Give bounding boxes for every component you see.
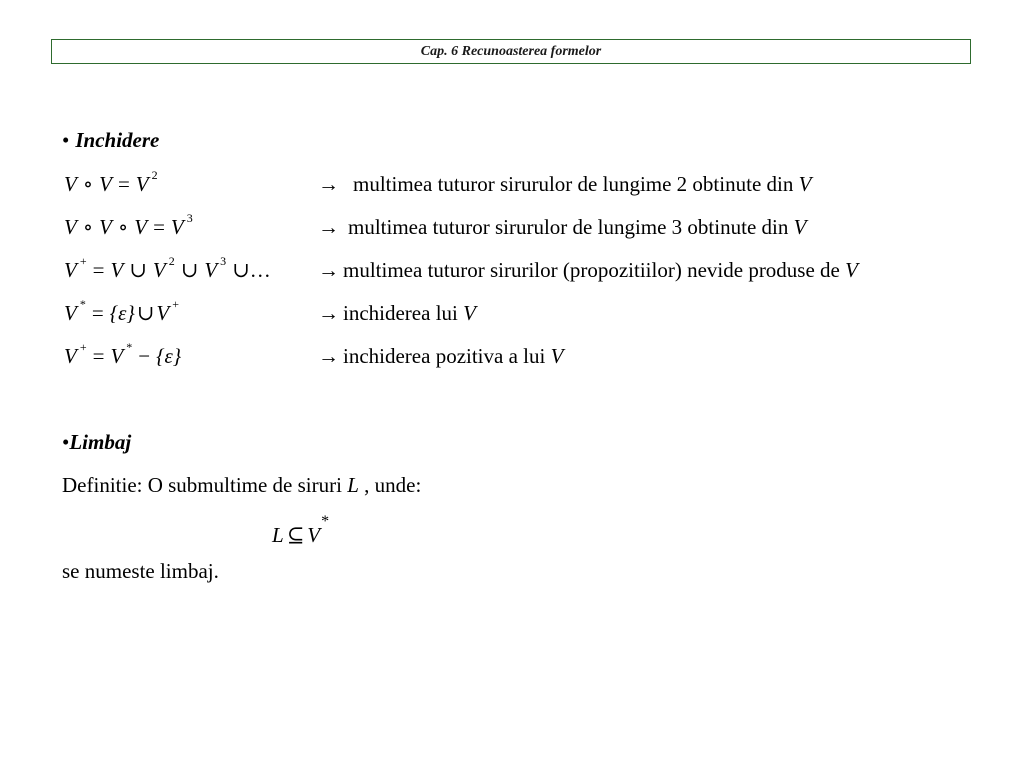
formula-operator: ∪	[129, 258, 147, 282]
epsilon-set: {ε}	[156, 344, 182, 368]
description-text: multimea tuturor sirurulor de lungime 2 obtinute din	[353, 172, 794, 196]
description-row-2	[318, 215, 806, 240]
conclusion-line	[62, 559, 219, 584]
formula-operator: ∪	[136, 301, 155, 325]
description-row-4	[318, 301, 476, 326]
section-heading-limbaj	[62, 430, 131, 455]
formula-operator: −	[138, 344, 151, 368]
description-row-1	[318, 172, 811, 197]
description-text: multimea tuturor sirurilor (propozitiilor) nevide produse de	[343, 258, 840, 282]
formula-exponent: +	[79, 340, 87, 354]
description-variable: V	[550, 344, 564, 368]
formula-operator: =	[153, 215, 165, 239]
formula-operator: =	[91, 301, 104, 325]
description-row-5	[318, 344, 563, 369]
formula-symbol: V	[64, 344, 77, 368]
formula-exponent: *	[126, 340, 133, 354]
formula-symbol: V	[110, 258, 124, 282]
arrow-icon: →	[318, 172, 339, 196]
description-row-3	[318, 258, 858, 283]
formula-operator: ∘	[117, 215, 129, 239]
section-title: Limbaj	[69, 430, 132, 454]
formula-operator: ∪	[180, 258, 199, 282]
conclusion-text: se numeste limbaj.	[62, 559, 219, 583]
definition-line	[62, 473, 421, 498]
description-text: inchiderea pozitiva a lui	[343, 344, 546, 368]
section-title: Inchidere	[75, 128, 160, 152]
definition-suffix: , unde:	[364, 473, 422, 497]
definition-variable: L	[347, 473, 359, 497]
formula-exponent: 3	[220, 254, 227, 268]
subset-formula	[272, 513, 330, 548]
formula-exponent: *	[321, 513, 330, 530]
formula-symbol: L	[272, 523, 284, 547]
formula-exponent: +	[79, 254, 87, 268]
formula-row-2	[64, 211, 193, 240]
formula-operator: ∘	[82, 172, 94, 196]
formula-exponent: 2	[168, 254, 175, 268]
formula-symbol: V	[152, 258, 166, 282]
formula-symbol: V	[99, 215, 112, 239]
formula-exponent: 3	[186, 211, 193, 225]
bullet: •	[62, 128, 70, 152]
formula-row-1	[64, 168, 158, 197]
arrow-icon: →	[318, 215, 339, 239]
formula-symbol: V	[110, 344, 124, 368]
formula-symbol: V	[156, 301, 170, 325]
bullet: •	[62, 430, 70, 454]
formula-symbol: V	[64, 172, 77, 196]
description-variable: V	[798, 172, 812, 196]
formula-operator: =	[92, 344, 105, 368]
formula-symbol: V	[135, 172, 149, 196]
formula-operator: ⊆	[286, 523, 305, 547]
description-text: multimea tuturor sirurulor de lungime 3 obtinute din	[348, 215, 789, 239]
formula-symbol: V	[64, 301, 77, 325]
description-variable: V	[463, 301, 476, 325]
formula-symbol: V	[204, 258, 218, 282]
formula-symbol: V	[170, 215, 184, 239]
description-variable: V	[793, 215, 807, 239]
formula-row-3	[64, 254, 271, 283]
formula-symbol: V	[64, 258, 77, 282]
description-text: inchiderea lui	[343, 301, 458, 325]
formula-row-4	[64, 297, 179, 326]
formula-operator: =	[117, 172, 130, 196]
description-variable: V	[845, 258, 858, 282]
section-heading-inchidere	[62, 128, 159, 153]
arrow-icon: →	[318, 258, 339, 282]
epsilon-set: {ε}	[109, 301, 135, 325]
formula-symbol: V	[99, 172, 112, 196]
formula-exponent: *	[79, 297, 86, 311]
formula-symbol: V	[64, 215, 77, 239]
formula-operator: ∪…	[232, 258, 271, 282]
formula-symbol: V	[307, 523, 321, 547]
formula-exponent: 2	[151, 168, 158, 182]
formula-symbol: V	[134, 215, 148, 239]
formula-exponent: +	[172, 297, 179, 311]
chapter-title: Cap. 6 Recunoasterea formelor	[420, 43, 602, 59]
arrow-icon: →	[318, 344, 339, 368]
formula-operator: ∘	[82, 215, 94, 239]
formula-row-5	[64, 340, 182, 369]
arrow-icon: →	[318, 301, 339, 325]
chapter-header	[51, 39, 971, 64]
definition-text: Definitie: O submultime de siruri	[62, 473, 342, 497]
formula-operator: =	[92, 258, 105, 282]
